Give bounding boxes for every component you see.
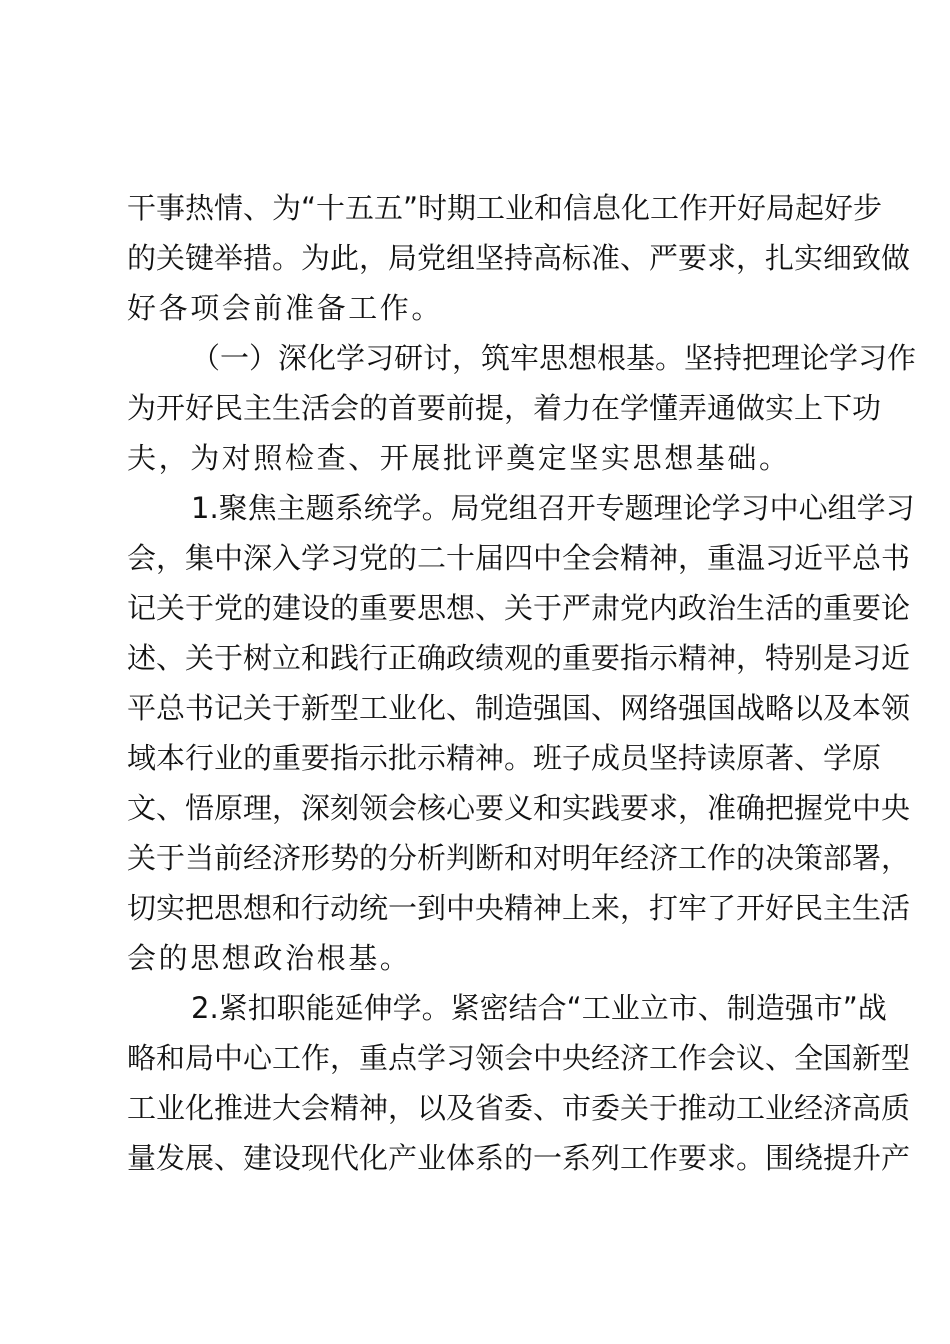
text-line: 略和局中心工作，重点学习领会中央经济工作会议、全国新型	[127, 1041, 911, 1075]
text-line: 1.聚焦主题系统学。局党组召开专题理论学习中心组学习	[191, 491, 915, 525]
text-line: 域本行业的重要指示批示精神。班子成员坚持读原著、学原	[127, 741, 882, 775]
text-line: 会，集中深入学习党的二十届四中全会精神，重温习近平总书	[127, 541, 911, 575]
paragraph-item-1	[127, 483, 915, 983]
text-line: 文、悟原理，深刻领会核心要义和实践要求，准确把握党中央	[127, 791, 911, 825]
document-page	[127, 183, 917, 1183]
paragraph-section-heading	[127, 333, 917, 483]
text-line: （一）深化学习研讨，筑牢思想根基。坚持把理论学习作	[191, 341, 917, 375]
paragraph-item-2	[127, 983, 911, 1183]
text-line: 述、关于树立和践行正确政绩观的重要指示精神，特别是习近	[127, 641, 911, 675]
text-line: 记关于党的建设的重要思想、关于严肃党内政治生活的重要论	[127, 591, 911, 625]
text-line: 2.紧扣职能延伸学。紧密结合“工业立市、制造强市”战	[191, 991, 887, 1025]
text-line: 关于当前经济形势的分析判断和对明年经济工作的决策部署，	[127, 841, 911, 875]
text-line: 夫，为对照检查、开展批评奠定坚实思想基础。	[127, 441, 791, 475]
text-line: 好各项会前准备工作。	[127, 291, 444, 325]
text-line: 的关键举措。为此，局党组坚持高标准、严要求，扎实细致做	[127, 241, 911, 275]
text-line: 干事热情、为“十五五”时期工业和信息化工作开好局起好步	[127, 191, 883, 225]
paragraph-continuation	[127, 183, 911, 333]
text-line: 平总书记关于新型工业化、制造强国、网络强国战略以及本领	[127, 691, 911, 725]
text-line: 会的思想政治根基。	[127, 941, 412, 975]
text-line: 量发展、建设现代化产业体系的一系列工作要求。围绕提升产	[127, 1141, 911, 1175]
text-line: 切实把思想和行动统一到中央精神上来，打牢了开好民主生活	[127, 891, 911, 925]
text-line: 为开好民主生活会的首要前提，着力在学懂弄通做实上下功	[127, 391, 882, 425]
text-line: 工业化推进大会精神，以及省委、市委关于推动工业经济高质	[127, 1091, 911, 1125]
